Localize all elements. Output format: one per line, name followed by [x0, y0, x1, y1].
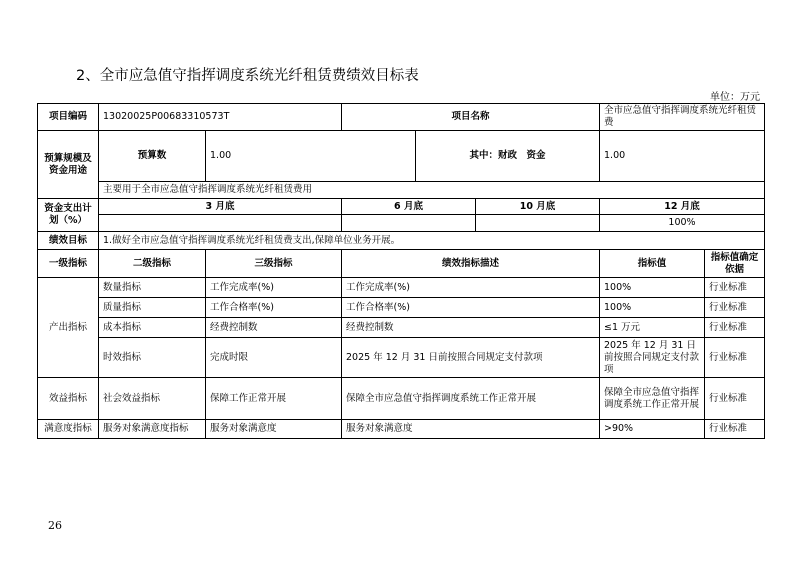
description-cell: 工作合格率(%) [342, 298, 600, 318]
value-cell: 100% [600, 298, 705, 318]
level2-cell: 服务对象满意度指标 [99, 420, 206, 439]
level2-cell: 时效指标 [99, 338, 206, 378]
description-cell: 服务对象满意度 [342, 420, 600, 439]
header-level2: 二级指标 [99, 250, 206, 278]
level3-cell: 保障工作正常开展 [206, 378, 342, 420]
project-name-value: 全市应急值守指挥调度系统光纤租赁费 [600, 104, 765, 131]
description-cell: 工作完成率(%) [342, 278, 600, 298]
indicator-header-row [38, 250, 765, 278]
page-title: 2、全市应急值守指挥调度系统光纤租赁费绩效目标表 [76, 68, 419, 84]
performance-target-table [37, 103, 765, 439]
level2-cell: 质量指标 [99, 298, 206, 318]
table-row [38, 338, 765, 378]
table-row [38, 298, 765, 318]
plan-header-october: 10 月底 [476, 199, 600, 215]
table-row [38, 318, 765, 338]
plan-value-march [99, 215, 342, 232]
level3-cell: 工作完成率(%) [206, 278, 342, 298]
budget-label [38, 131, 99, 199]
benefit-indicator-label: 效益指标 [38, 378, 99, 420]
table-row [38, 420, 765, 439]
budget-amount-value: 1.00 [206, 131, 416, 182]
project-row [38, 104, 765, 131]
plan-value-june [342, 215, 476, 232]
project-code-value: 13020025P00683310573T [99, 104, 342, 131]
description-cell: 保障全市应急值守指挥调度系统工作正常开展 [342, 378, 600, 420]
plan-label [38, 199, 99, 232]
plan-value-december: 100% [600, 215, 765, 232]
value-cell: >90% [600, 420, 705, 439]
value-cell: ≤1 万元 [600, 318, 705, 338]
level2-cell: 成本指标 [99, 318, 206, 338]
header-level1: 一级指标 [38, 250, 99, 278]
level3-cell: 工作合格率(%) [206, 298, 342, 318]
project-name-label: 项目名称 [342, 104, 600, 131]
basis-cell: 行业标准 [705, 338, 765, 378]
goal-text: 1.做好全市应急值守指挥调度系统光纤租赁费支出,保障单位业务开展。 [99, 232, 765, 250]
plan-header-row [38, 199, 765, 215]
goal-row [38, 232, 765, 250]
fiscal-funds-label: 其中：财政 资金 [416, 131, 600, 182]
plan-label-line1: 资金支出计 [44, 203, 92, 214]
fiscal-funds-value: 1.00 [600, 131, 765, 182]
plan-value-october [476, 215, 600, 232]
budget-row [38, 131, 765, 182]
basis-cell: 行业标准 [705, 378, 765, 420]
level2-cell: 社会效益指标 [99, 378, 206, 420]
unit-label: 单位：万元 [710, 92, 760, 103]
plan-header-december: 12 月底 [600, 199, 765, 215]
value-cell: 100% [600, 278, 705, 298]
description-cell: 2025 年 12 月 31 日前按照合同规定支付款项 [342, 338, 600, 378]
plan-value-row [38, 215, 765, 232]
plan-header-march: 3 月底 [99, 199, 342, 215]
header-description: 绩效指标描述 [342, 250, 600, 278]
description-cell: 经费控制数 [342, 318, 600, 338]
plan-label-line2: 划（%） [48, 215, 88, 226]
budget-amount-label: 预算数 [99, 131, 206, 182]
level2-cell: 数量指标 [99, 278, 206, 298]
usage-row [38, 182, 765, 199]
header-basis-line2: 依据 [725, 263, 745, 275]
table-row [38, 378, 765, 420]
value-cell: 保障全市应急值守指挥调度系统工作正常开展 [600, 378, 705, 420]
plan-header-june: 6 月底 [342, 199, 476, 215]
level3-cell: 完成时限 [206, 338, 342, 378]
output-indicator-label: 产出指标 [38, 278, 99, 378]
table-row [38, 278, 765, 298]
project-code-label: 项目编码 [38, 104, 99, 131]
goal-label: 绩效目标 [38, 232, 99, 250]
basis-cell: 行业标准 [705, 420, 765, 439]
header-basis-line1: 指标值确定 [710, 251, 759, 263]
header-basis [705, 250, 765, 278]
header-value: 指标值 [600, 250, 705, 278]
satisfaction-indicator-label: 满意度指标 [38, 420, 99, 439]
budget-label-line2: 资金用途 [48, 164, 87, 176]
level3-cell: 经费控制数 [206, 318, 342, 338]
basis-cell: 行业标准 [705, 278, 765, 298]
basis-cell: 行业标准 [705, 298, 765, 318]
value-cell: 2025 年 12 月 31 日前按照合同规定支付款项 [600, 338, 705, 378]
basis-cell: 行业标准 [705, 318, 765, 338]
page-number: 26 [48, 519, 62, 532]
level3-cell: 服务对象满意度 [206, 420, 342, 439]
header-level3: 三级指标 [206, 250, 342, 278]
budget-label-line1: 预算规模及 [44, 152, 92, 164]
funds-usage-text: 主要用于全市应急值守指挥调度系统光纤租赁费用 [99, 182, 765, 199]
